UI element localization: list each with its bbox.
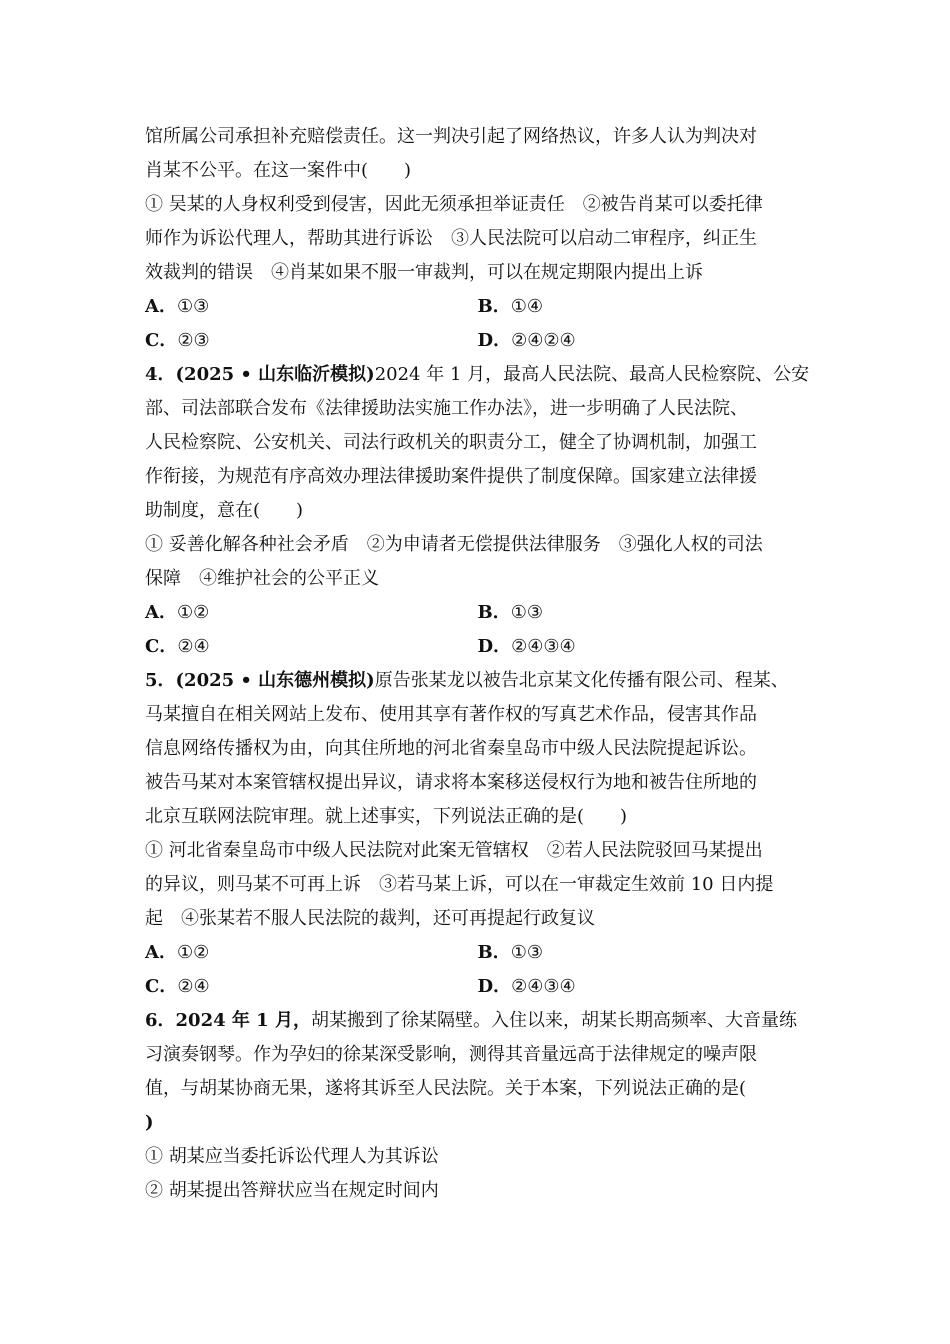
q6-stem-line: 值，与胡某协商无果，遂将其诉至人民法院。关于本案，下列说法正确的是( bbox=[145, 1078, 747, 1099]
q5-options-row bbox=[145, 936, 810, 970]
q4-stem-line: 人民检察院、公安机关、司法行政机关的职责分工，健全了协调机制，加强工 bbox=[145, 432, 757, 453]
q6-stem-line: 6．2024 年 1 月，胡某搬到了徐某隔壁。入住以来，胡某长期高频率、大音量练 bbox=[145, 1010, 797, 1031]
q5-options-row bbox=[145, 970, 810, 1004]
q3-option-c: C．②③ bbox=[145, 330, 210, 351]
q3-option-a: A．①③ bbox=[145, 296, 210, 317]
q5-stem-line: 北京互联网法院审理。就上述事实，下列说法正确的是( ) bbox=[145, 806, 628, 827]
q3-options-row bbox=[145, 290, 810, 324]
q4-heading: 4．(2025 • 山东临沂模拟) bbox=[145, 364, 375, 385]
q4-statement-line: ① 妥善化解各种社会矛盾 ②为申请者无偿提供法律服务 ③强化人权的司法 bbox=[145, 534, 763, 555]
q3-options-row bbox=[145, 324, 810, 358]
q3-stem-line: 馆所属公司承担补充赔偿责任。这一判决引起了网络热议，许多人认为判决对 bbox=[145, 126, 757, 147]
q3-option-d: D．②④②④ bbox=[477, 330, 576, 351]
q4-stem-line: 部、司法部联合发布《法律援助法实施工作办法》，进一步明确了人民法院、 bbox=[145, 398, 748, 419]
q4-statement-line: 保障 ④维护社会的公平正义 bbox=[145, 568, 379, 589]
q4-option-c: C．②④ bbox=[145, 636, 210, 657]
q3-statement-line: 效裁判的错误 ④肖某如果不服一审裁判，可以在规定期限内提出上诉 bbox=[145, 262, 703, 283]
q6-heading: 6．2024 年 1 月， bbox=[145, 1010, 311, 1031]
q5-statement-line: 起 ④张某若不服人民法院的裁判，还可再提起行政复议 bbox=[145, 908, 595, 929]
q4-stem-line: 4．(2025 • 山东临沂模拟)2024 年 1 月，最高人民法院、最高人民检察院、公安 bbox=[145, 364, 810, 385]
q5-heading: 5．(2025 • 山东德州模拟) bbox=[145, 670, 375, 691]
q5-statement-line: 的异议，则马某不可再上诉 ③若马某上诉，可以在一审裁定生效前 10 日内提 bbox=[145, 874, 774, 895]
q3-stem-line: 肖某不公平。在这一案件中( ) bbox=[145, 160, 412, 181]
q5-stem-line: 信息网络传播权为由，向其住所地的河北省秦皇岛市中级人民法院提起诉讼。 bbox=[145, 738, 757, 759]
q6-statement-line: ① 胡某应当委托诉讼代理人为其诉讼 bbox=[145, 1146, 439, 1167]
q6-stem-line: 习演奏钢琴。作为孕妇的徐某深受影响，测得其音量远高于法律规定的噪声限 bbox=[145, 1044, 757, 1065]
q4-option-a: A．①② bbox=[145, 602, 210, 623]
q4-option-b: B．①③ bbox=[477, 602, 543, 623]
q5-option-d: D．②④③④ bbox=[477, 976, 576, 997]
q5-stem-line: 马某擅自在相关网站上发布、使用其享有著作权的写真艺术作品，侵害其作品 bbox=[145, 704, 757, 725]
q4-stem-line: 助制度，意在( ) bbox=[145, 500, 304, 521]
q5-stem-line: 被告马某对本案管辖权提出异议，请求将本案移送侵权行为地和被告住所地的 bbox=[145, 772, 757, 793]
q5-option-c: C．②④ bbox=[145, 976, 210, 997]
q3-option-b: B．①④ bbox=[477, 296, 543, 317]
q5-option-a: A．①② bbox=[145, 942, 210, 963]
q5-stem-line: 5．(2025 • 山东德州模拟)原告张某龙以被告北京某文化传播有限公司、程某、 bbox=[145, 670, 789, 691]
q4-options-row bbox=[145, 596, 810, 630]
q3-statement-line: ① 吴某的人身权利受到侵害，因此无须承担举证责任 ②被告肖某可以委托律 bbox=[145, 194, 763, 215]
q6-stem-line: ) bbox=[145, 1112, 154, 1133]
q6-statement-line: ② 胡某提出答辩状应当在规定时间内 bbox=[145, 1180, 439, 1201]
q5-statement-line: ① 河北省秦皇岛市中级人民法院对此案无管辖权 ②若人民法院驳回马某提出 bbox=[145, 840, 763, 861]
document-page bbox=[145, 120, 810, 1208]
q3-statement-line: 师作为诉讼代理人，帮助其进行诉讼 ③人民法院可以启动二审程序，纠正生 bbox=[145, 228, 757, 249]
q4-stem-line: 作衔接，为规范有序高效办理法律援助案件提供了制度保障。国家建立法律援 bbox=[145, 466, 757, 487]
q5-option-b: B．①③ bbox=[477, 942, 543, 963]
q4-options-row bbox=[145, 630, 810, 664]
q4-option-d: D．②④③④ bbox=[477, 636, 576, 657]
